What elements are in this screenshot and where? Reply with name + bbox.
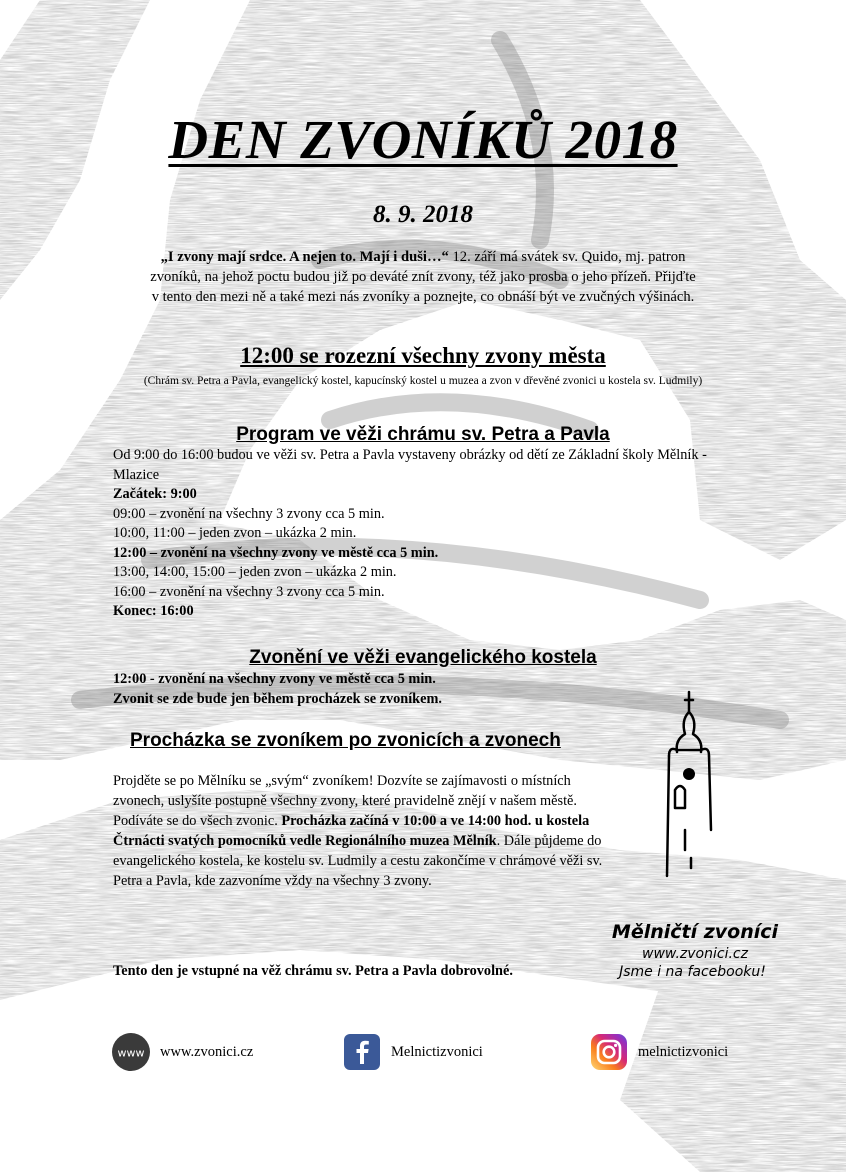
- footer-instagram-link[interactable]: melnictizvonici: [638, 1043, 729, 1060]
- logo-name: Mělničtí zvoníci: [611, 921, 779, 943]
- page-title: DEN ZVONÍKŮ 2018: [168, 109, 678, 170]
- footer-web[interactable]: [112, 1032, 253, 1072]
- intro-text-line3: v tento den mezi ně a také mezi nás zvoníky a poznejte, co obnáší být ve zvučných výšinách.: [151, 289, 695, 305]
- admission-note: Tento den je vstupné na věž chrámu sv. Petra a Pavla dobrovolné.: [113, 963, 513, 979]
- www-icon-label: www: [117, 1046, 145, 1060]
- walk-text-1: Projděte se po Mělníku se „svým“ zvoníkem! Dozvíte se zajímavosti o místních zvonech, uslyšíte postupně všechny zvony, které pravidelně znějí v našem městě. Podíváte se do všech zvonic.: [113, 773, 577, 829]
- program-line: 13:00, 14:00, 15:00 – jeden zvon – ukázka 2 min.: [113, 564, 397, 580]
- program-line: 10:00, 11:00 – jeden zvon – ukázka 2 min.: [113, 525, 357, 541]
- footer-facebook[interactable]: [343, 1032, 483, 1072]
- intro-text-line2: zvoníků, na jehož poctu budou již po deváté znít zvony, též jako prosba o jeho přízeň. Přijďte: [150, 269, 696, 285]
- intro-text-line1: 12. září má svátek sv. Quido, mj. patron: [448, 249, 686, 265]
- footer-web-link[interactable]: www.zvonici.cz: [160, 1043, 254, 1060]
- program-section: [113, 446, 713, 622]
- logo-facebook-note: Jsme i na facebooku!: [619, 964, 766, 980]
- logo-url: www.zvonici.cz: [642, 946, 748, 962]
- program-line: 12:00 – zvonění na všechny zvony ve městě cca 5 min.: [113, 544, 439, 561]
- walk-paragraph: [113, 771, 603, 891]
- evangelical-heading: Zvonění ve věži evangelického kostela: [249, 647, 597, 668]
- facebook-icon: [343, 1033, 381, 1071]
- noon-subtitle: (Chrám sv. Petra a Pavla, evangelický kostel, kapucínský kostel u muzea a zvon v dřevěné zvonici u kostela sv. Ludmily): [143, 375, 703, 387]
- program-start: Začátek: 9:00: [113, 486, 197, 502]
- footer-facebook-link[interactable]: Melnictizvonici: [391, 1043, 483, 1060]
- walk-text-bold: Procházka začíná v 10:00 a ve 14:00 hod. u kostela Čtrnácti svatých pomocníků vedle Regionálního muzea Mělník: [113, 813, 590, 849]
- walk-heading: Procházka se zvoníkem po zvonicích a zvonech: [130, 730, 561, 751]
- evangelical-section: [113, 669, 442, 709]
- evangelical-line: 12:00 - zvonění na všechny zvony ve městě cca 5 min.: [113, 671, 436, 687]
- footer-instagram[interactable]: [590, 1032, 728, 1072]
- program-end: Konec: 16:00: [113, 603, 194, 619]
- intro-paragraph: [110, 247, 736, 307]
- evangelical-line: Zvonit se zde bude jen během procházek se zvoníkem.: [113, 691, 442, 707]
- program-heading: Program ve věži chrámu sv. Petra a Pavla: [236, 424, 610, 445]
- program-line: 09:00 – zvonění na všechny 3 zvony cca 5 min.: [113, 505, 385, 522]
- noon-heading: 12:00 se rozezní všechny zvony města: [240, 343, 606, 368]
- bell-tower-icon: [655, 690, 735, 890]
- intro-quote: „I zvony mají srdce. A nejen to. Mají i duši…“: [160, 249, 449, 265]
- www-icon: [112, 1033, 150, 1071]
- program-intro: Od 9:00 do 16:00 budou ve věži sv. Petra a Pavla vystaveny obrázky od dětí ze Základní školy Mělník - Mlazice: [113, 447, 707, 483]
- instagram-icon: [590, 1033, 628, 1071]
- event-date: 8. 9. 2018: [373, 201, 473, 228]
- program-line: 16:00 – zvonění na všechny 3 zvony cca 5 min.: [113, 583, 385, 600]
- walk-text-2: . Dále půjdeme do evangelického kostela, ke kostelu sv. Ludmily a cestu zakončíme v chrámové věži sv. Petra a Pavla, kde zazvoníme vždy na všechny 3 zvony.: [113, 833, 603, 889]
